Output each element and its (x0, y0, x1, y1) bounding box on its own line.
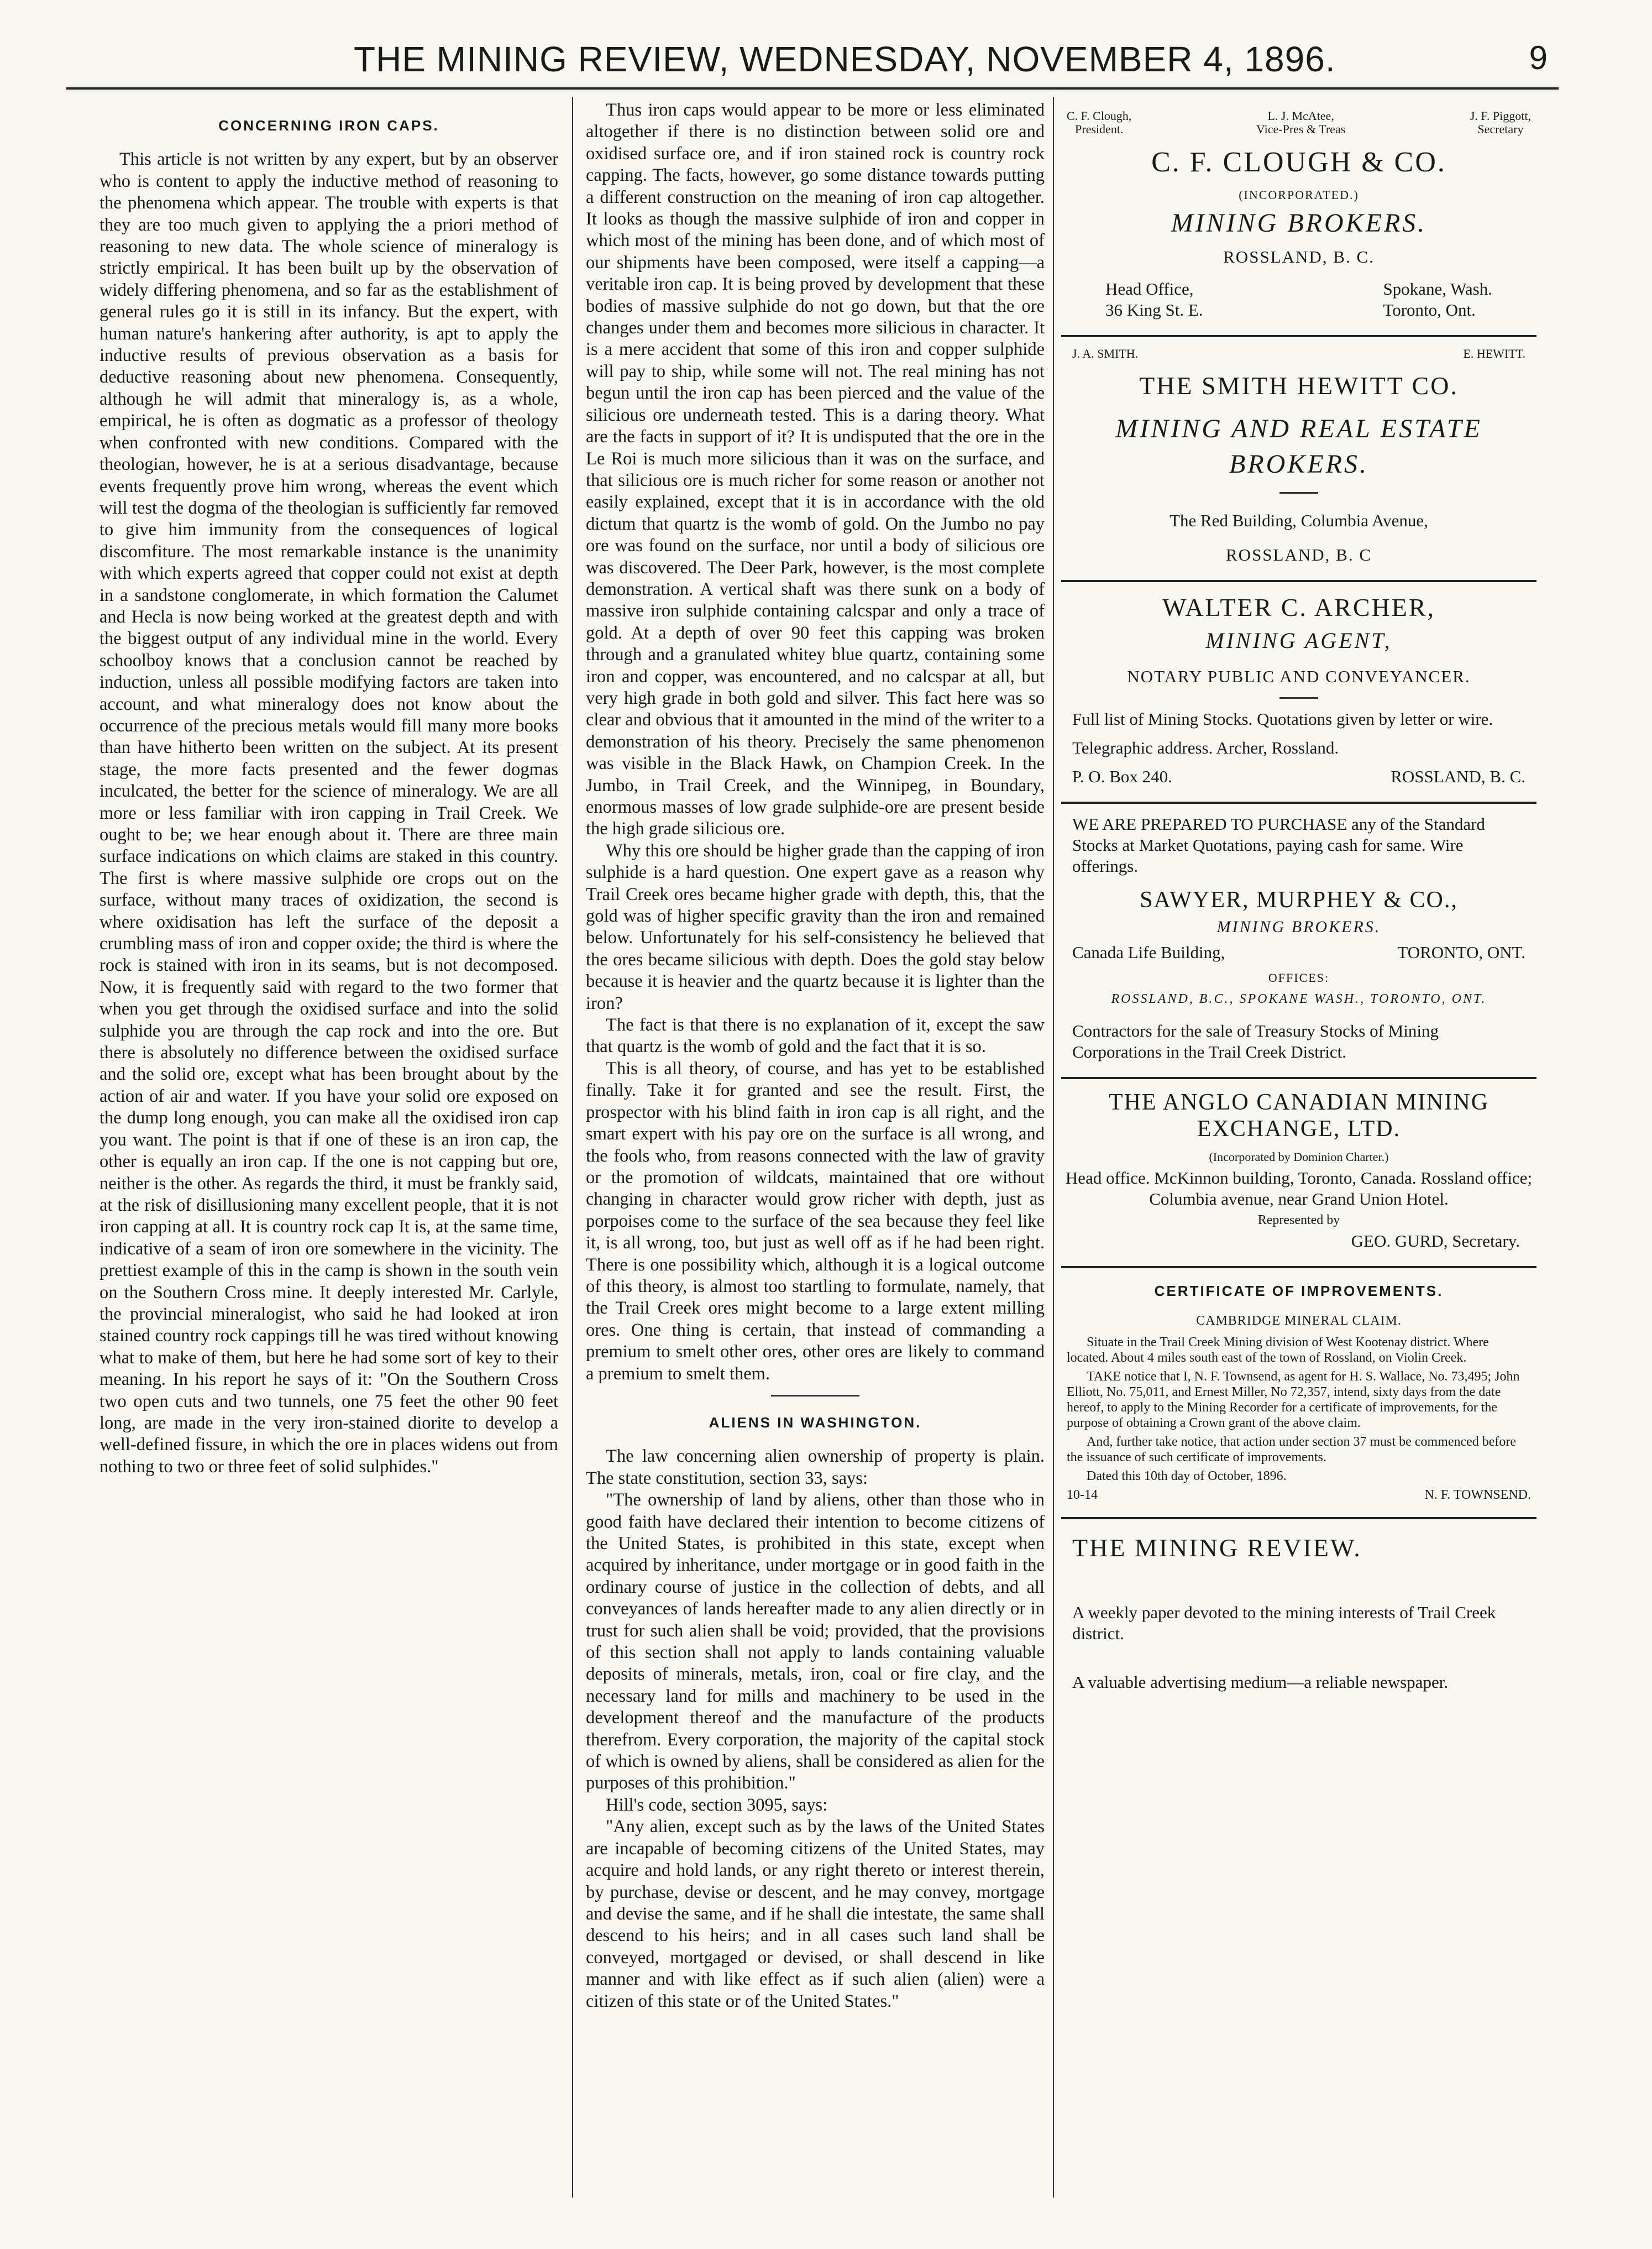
paper-title: THE MINING REVIEW. (1072, 1534, 1362, 1562)
notice: TAKE notice that I, N. F. Townsend, as agent for H. S. Wallace, No. 73,495; John Elliott, No. 75,011, and Ernest Miller, No 72,357, intend, sixty days from the date hereof, to apply to the Mining Recorder for a certificate of improvements, for the purpose of obtaining a Crown grant of the above claim. (1067, 1369, 1520, 1430)
office-label: Spokane, Wash. (1383, 279, 1492, 299)
mining-review-ad (1061, 1519, 1536, 1693)
paper-description: A valuable advertising medium—a reliable newspaper. (1072, 1672, 1449, 1692)
claim-name: CAMBRIDGE MINERAL CLAIM. (1196, 1314, 1402, 1328)
office-address: Toronto, Ont. (1383, 300, 1476, 320)
ad-code: 10-14 (1067, 1488, 1098, 1502)
incorporation-note: (Incorporated by Dominion Charter.) (1209, 1150, 1389, 1164)
officer-name: C. F. Clough, (1067, 109, 1132, 123)
article-paragraph: Hill's code, section 3095, says: (606, 1795, 828, 1815)
secretary: GEO. GURD, Secretary. (1351, 1231, 1520, 1251)
certificate-heading: CERTIFICATE OF IMPROVEMENTS. (1154, 1283, 1444, 1299)
top-rule (66, 87, 1559, 90)
archer-ad (1061, 582, 1536, 804)
city: ROSSLAND, B. C. (1223, 247, 1375, 266)
article-heading: ALIENS IN WASHINGTON. (709, 1414, 922, 1431)
newspaper-title: THE MINING REVIEW, WEDNESDAY, NOVEMBER 4, 1896. (354, 39, 1336, 79)
incorporation-note: (INCORPORATED.) (1239, 188, 1359, 202)
certificate-body (1061, 1335, 1536, 1503)
office-address: 36 King St. E. (1105, 300, 1203, 320)
officer-name: J. F. Piggott, (1470, 109, 1531, 123)
article-paragraph: This article is not written by any expert, but by an observer who is content to apply the inductive method of reasoning to the phenomena which appear. The trouble with experts is that they are too much given to applying the a priori method of reasoning to new data. The whole science of mineralogy is strictly empirical. It has been built up by the observation of widely differing phenomena, and so far as the establishment of general rules go it is still in its infancy. But the expert, with human nature's hankering after authority, is apt to apply the inductive results of previous observation as a basis for deductive reasoning about new phenomena. Consequently, although he will admit that mineralogy is, as a whole, empirical, he is often as dogmatic as a professor of theology when confronted with new conditions. Compared with the theologian, however, he is at a serious disadvantage, because events frequently prove him wrong, whereas the event which will test the dogma of the theologian is sufficiently far removed to give him immunity from the consequences of logical discomfiture. The most remarkable instance is the unanimity with which experts agreed that copper could not exist at depth in a sandstone conglomerate, in which formation the Calumet and Hecla is now being worked at the greatest depth and with the biggest output of any individual mine in the world. Every schoolboy knows that a conclusion cannot be reached by induction, unless all possible modifying factors are taken into account, and what mineralogy does not know about the occurrence of the precious metals would fill many more books than have hitherto been written on the subject. At its present stage, the more facts presented and the fewer dogmas inculcated, the better for the science of mineralogy. We are all more or less familiar with iron capping in Trail Creek. We ought to be; we hear enough about it. There are three main surface indications on which claims are staked in this country. The first is where massive sulphide ore crops out on the surface, without many traces of oxidization, the second is where oxidisation has left the surface of the deposit a crumbling mass of iron and copper oxide; the third is where the rock is stained with iron in its seams, but is not decomposed. Now, it is frequently said with regard to the two former that when you get through the oxidised surface and into the solid sulphide you are through the cap rock and into the ore. But there is absolutely no difference between the oxidised surface and the solid ore, except what has been brought about by the action of air and water. If you have your solid ore exposed on the dump long enough, you can make all the oxidised iron cap you want. The point is that if one of these is an iron cap, the other is equally an iron cap. If the one is not capping but ore, neither is the other. As regards the third, it must be frankly said, at the risk of disillusioning many excellent people, that it is not iron capping at all. It is country rock cap It is, at the same time, indicative of a seam of iron ore somewhere in the vicinity. The prettiest example of this in the camp is shown in the south vein on the Southern Cross mine. It deeply interested Mr. Carlyle, the provincial mineralogist, who said he had looked at iron stained country rock cappings till he was tired without knowing what to make of them, but here he had some sort of key to their meaning. In his report he says of it: "On the Southern Cross two open cuts and two tunnels, one 75 feet the other 90 feet long, are made in the very iron-stained diorite to develop a well-defined fissure, in which the ore in places widens out from nothing to two or three feet of solid sulphides." (99, 149, 558, 1477)
officer-role: Vice-Pres & Treas (1256, 122, 1346, 136)
section-divider (771, 1395, 859, 1397)
paper-description: A weekly paper devoted to the mining interests of Trail Creek district. (1072, 1603, 1496, 1643)
divider (1279, 697, 1318, 699)
agent-title: MINING AGENT, (1205, 628, 1392, 653)
firm-name: THE ANGLO CANADIAN MINING EXCHANGE, LTD. (1108, 1090, 1490, 1142)
officer-role: President. (1075, 122, 1124, 136)
firm-name: SAWYER, MURPHEY & CO., (1140, 887, 1458, 913)
article-paragraph: Why this ore should be higher grade than the capping of iron sulphide is a hard question. One expert gave as a reason why Trail Creek ores became higher grade with depth, this, that the gold was of higher specific gravity than the iron and remained below. Unfortunately for his self-consistency he believed that the ores became silicious with depth. Does the gold stay below because it is heavier and the quartz because it is lighter than the iron? (586, 840, 1045, 1013)
article-column-2 (586, 100, 1045, 2211)
po-box: P. O. Box 240. (1072, 767, 1172, 786)
office-listing (1061, 279, 1536, 321)
subtitle: NOTARY PUBLIC AND CONVEYANCER. (1127, 667, 1471, 686)
column-divider (1053, 97, 1054, 2198)
telegraphic-address: Telegraphic address. Archer, Rossland. (1072, 738, 1339, 757)
firm-name: C. F. CLOUGH & CO. (1151, 147, 1446, 178)
column-divider (572, 97, 573, 2198)
divider (1279, 492, 1318, 494)
contact-row (1061, 759, 1536, 787)
partner-name: J. A. SMITH. (1072, 347, 1139, 360)
partner-name: E. HEWITT. (1463, 347, 1525, 360)
sawyer-ad (1061, 804, 1536, 1079)
article-paragraph: Thus iron caps would appear to be more or less eliminated altogether if there is no distinction between solid ore and oxidised surface ore, and if iron stained rock is country rock capping. The facts, however, go some distance towards putting a different construction on the meaning of iron cap altogether. It looks as though the massive sulphide of iron and copper in which most of the mining has been done, and of which most of our shipments have been composed, were itself a capping—a veritable iron cap. It is being proved by development that these bodies of massive sulphide do not go down, but that the ore changes under them and becomes more silicious in character. It is a mere accident that some of this iron and copper sulphide will pay to ship, while some will not. The real mining has not begun until the iron cap has been pierced and the value of the silicious ore underneath tested. This is a daring theory. What are the facts in support of it? It is undisputed that the ore in the Le Roi is much more silicious than it was on the surface, and that silicious ore is much richer for some reason or another not easily explained, except that it is in accordance with the old dictum that quartz is the womb of gold. On the Jumbo no pay ore was found on the surface, nor until a body of silicious ore was discovered. The Deer Park, however, is the most complete demonstration. A vertical shaft was there sunk on a body of massive iron sulphide containing calcspar and only a trace of gold. At a depth of over 90 feet this capping was broken through and a granulated whitey blue quartz, containing some iron and copper, was encountered, and no calcspar at all, but very high grade in both gold and silver. This fact here was so clear and obvious that it amounted in the mind of the writer to a demonstration of his theory. Precisely the same phenomenon was visible in the Black Hawk, on Champion Creek. In the Jumbo, in Trail Creek, and the Winnipeg, in Boundary, enormous masses of low grade sulphide-ore are present beside the high grade silicious ore. (586, 100, 1045, 839)
article-column-1 (99, 100, 558, 2211)
address-row (1061, 938, 1536, 967)
intro: WE ARE PREPARED TO PURCHASE any of the Standard Stocks at Market Quotations, paying cash for same. Wire offerings. (1072, 814, 1485, 876)
description: Full list of Mining Stocks. Quotations given by letter or wire. (1072, 709, 1493, 729)
page-number: 9 (1529, 39, 1548, 76)
certificate-ad (1061, 1268, 1536, 1519)
offices-label: OFFICES: (1268, 971, 1330, 985)
business-type: MINING BROKERS. (1216, 918, 1381, 936)
signature: N. F. TOWNSEND. (1424, 1488, 1531, 1502)
offices: ROSSLAND, B.C., SPOKANE WASH., TORONTO, ONT. (1111, 992, 1487, 1006)
situate: Situate in the Trail Creek Mining division of West Kootenay district. Where located. About 4 miles south east of the town of Rossland, on Violin Creek. (1067, 1335, 1489, 1365)
smith-hewitt-ad (1061, 337, 1536, 582)
officer-role: Secretary (1477, 122, 1524, 136)
article-paragraph: The law concerning alien ownership of property is plain. The state constitution, section 33, says: (586, 1446, 1045, 1488)
anglo-canadian-ad (1061, 1079, 1536, 1268)
article-paragraph: The fact is that there is no explanation of it, except the saw that quartz is the womb of gold and the fact that it is so. (586, 1015, 1045, 1057)
business-type: MINING BROKERS. (1171, 208, 1427, 238)
contractors-note: Contractors for the sale of Treasury Stocks of Mining Corporations in the Trail Creek District. (1072, 1021, 1439, 1061)
partner-list (1061, 347, 1536, 360)
office-label: Head Office, (1105, 279, 1194, 299)
business-type: MINING AND REAL ESTATE BROKERS. (1115, 414, 1482, 479)
clough-ad (1061, 100, 1536, 337)
represented-by: Represented by (1257, 1213, 1340, 1227)
masthead (66, 39, 1592, 83)
advertisement-column (1061, 100, 1536, 2211)
article-paragraph: "The ownership of land by aliens, other than those who in good faith have declared their intention to become citizens of the United States, is prohibited in this state, except when acquired by inheritance, under mortgage or in good faith in the ordinary course of justice in the collection of debts, and all conveyances of lands hereafter made to any alien directly or in trust for such alien shall be void; provided, that the provisions of this section shall not apply to lands containing valuable deposits of minerals, metals, iron, coal or fire clay, and the necessary land for mills and machinery to be used in the development thereof and the manufacture of the products therefrom. Every corporation, the majority of the capital stock of which is owned by aliens, shall be considered as alien for the purposes of this prohibition." (586, 1490, 1045, 1793)
officer-list (1061, 109, 1536, 136)
signature-row (1067, 1487, 1531, 1503)
article-paragraph: "Any alien, except such as by the laws of the United States are incapable of becoming citizens of the United States, may acquire and hold lands, or any right thereto or interest therein, by purchase, devise or descent, and he may convey, mortgage and devise the same, and if he shall die intestate, the same shall descend to his heirs; and in all cases such land shall be conveyed, mortgaged or devised, or shall descend in like manner and with like effect as if such alien (alien) were a citizen of this state or of the United States." (586, 1817, 1045, 2011)
address: Head office. McKinnon building, Toronto, Canada. Rossland office; Columbia avenue, near Grand Union Hotel. (1065, 1168, 1533, 1209)
building: Canada Life Building, (1072, 943, 1225, 962)
city: ROSSLAND, B. C. (1391, 767, 1525, 786)
firm-name: THE SMITH HEWITT CO. (1139, 372, 1459, 400)
article-paragraph: This is all theory, of course, and has yet to be established finally. Take it for granted and see the result. First, the prospector with his blind faith in iron cap is all right, and the smart expert with his pay ore on the surface is all wrong, and the fools who, from reasons connected with the law of gravity or the promotion of wildcats, maintained that ore without changing in character would grow richer with depth, just as porpoises come to the surface of the sea because they feel like it, is all wrong, too, but just as well off as if he had been right. There is one possibility which, although it is a logical outcome of this theory, is almost too startling to formulate, namely, that the Trail Creek ores might become to a large extent milling ores. One thing is certain, that instead of commanding a premium to smelt other ores, other ores are likely to command a premium to smelt them. (586, 1058, 1045, 1384)
address: The Red Building, Columbia Avenue, (1169, 511, 1428, 530)
article-heading: CONCERNING IRON CAPS. (218, 117, 439, 134)
city: ROSSLAND, B. C (1226, 545, 1372, 564)
city: TORONTO, ONT. (1397, 943, 1525, 962)
officer-name: L. J. McAtee, (1267, 109, 1334, 123)
agent-name: WALTER C. ARCHER, (1162, 593, 1436, 621)
further-notice: And, further take notice, that action under section 37 must be commenced before the issuance of such certificate of improvements. (1067, 1435, 1517, 1465)
date: Dated this 10th day of October, 1896. (1087, 1469, 1287, 1483)
